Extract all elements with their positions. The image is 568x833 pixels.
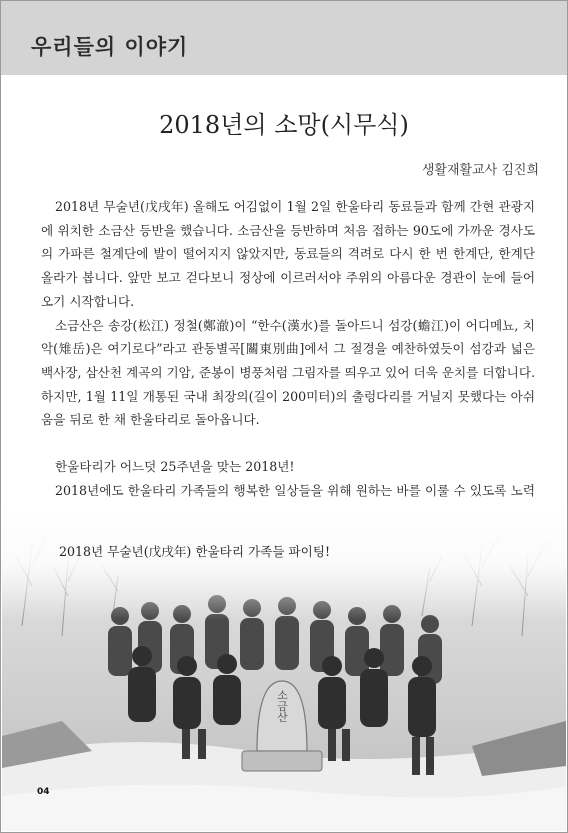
paragraph-4: 2018년에도 한울타리 가족들의 행복한 일상들을 위해 원하는 바를 이룰 수 있도록 노력 xyxy=(55,482,535,498)
paragraph-2: 소금산은 송강(松江) 정철(鄭澈)이 “한수(漢水)를 돌아드니 섬강(蟾江)이 어디메뇨, 치악(雉岳)은 여기로다”라고 관동별곡[關東別曲]에서 그 절경을 예찬하였듯이 섬강과 넓은 백사장, 삼산천 계곡의 기암, 준봉이 병풍처럼 그림자를 띄우고 있어 더욱 운치를 더합니다. 하지만, 1월 11일 개통된 국내 최장의(길이 200미터)의 출렁다리를 거닐지 못했다는 아쉬움을 뒤로 한 채 한울타리로 돌아옵니다. xyxy=(41,317,536,428)
paragraph-3: 한울타리가 어느덧 25주년을 맞는 2018년! xyxy=(55,459,295,475)
author-byline: 생활재활교사 김진희 xyxy=(421,163,539,178)
section-title: 우리들의 이야기 xyxy=(31,35,189,59)
article-body xyxy=(41,195,535,550)
header-band xyxy=(1,1,567,75)
closing-line: 2018년 무술년(戊戌年) 한울타리 가족들 파이팅! xyxy=(59,544,331,559)
page-number: 04 xyxy=(37,787,50,797)
article-title: 2018년의 소망(시무식) xyxy=(159,111,409,139)
paragraph-1: 2018년 무술년(戊戌年) 올해도 어김없이 1월 2일 한울타리 동료들과 함께 간현 관광지에 위치한 소금산 등반을 했습니다. 소금산을 등반하며 처음 접하는 90도에 가까운 경사도의 가파른 철계단에 발이 떨어지지 않았지만, 동료들의 격려로 다시 한 번 한계단, 한계단 올라가 봅니다. 앞만 보고 걷다보니 정상에 이르러서야 주위의 아름다운 경관이 눈에 들어오기 시작합니다. xyxy=(41,199,535,309)
paragraph-gap xyxy=(41,432,535,455)
